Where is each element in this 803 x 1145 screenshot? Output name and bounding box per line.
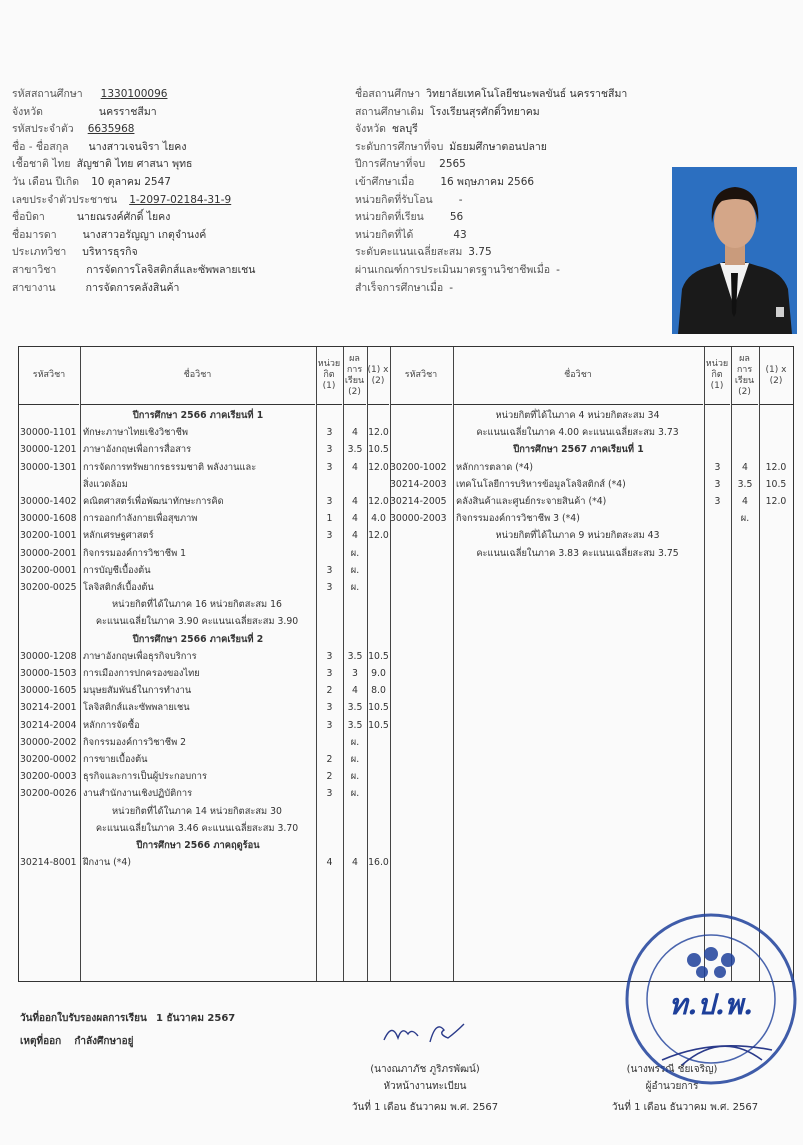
course-name: สิ่งแวดล้อม — [83, 478, 128, 490]
column-divider — [390, 347, 391, 981]
course-credit — [316, 545, 343, 562]
course-name: คณิตศาสตร์เพื่อพัฒนาทักษะการคิด — [83, 496, 224, 507]
semester-summary: หน่วยกิตที่ได้ในภาค 4 หน่วยกิตสะสม 34 — [495, 410, 660, 421]
label: จังหวัด — [355, 123, 386, 136]
header-credit-left: หน่วย กิต (1) — [316, 347, 342, 405]
label: จังหวัด — [12, 105, 43, 118]
director-name: (นางพรรณี ชัยเจริญ) — [626, 1064, 718, 1075]
value: สัญชาติ ไทย ศาสนา พุทธ — [76, 158, 193, 171]
reason-label: เหตุที่ออก — [20, 1036, 62, 1047]
course-points — [367, 545, 390, 562]
column-divider — [759, 347, 760, 981]
reason-value: กำลังศึกษาอยู่ — [74, 1036, 134, 1047]
semester-summary: คะแนนเฉลี่ยในภาค 3.90 คะแนนเฉลี่ยสะสม 3.90 — [95, 616, 299, 628]
course-code: 30000-2002 — [20, 736, 77, 748]
course-points: 12.0 — [765, 461, 787, 473]
course-code: 30000-2003 — [390, 513, 447, 525]
header-product-left: (1) x (2) — [367, 347, 389, 405]
course-grade: 4 — [352, 496, 358, 507]
course-points: 10.5 — [368, 719, 389, 731]
header-code-right: รหัสวิชา — [390, 347, 452, 405]
label: ชื่อมารดา — [12, 228, 57, 241]
official-seal — [622, 910, 800, 1088]
course-credit: 1 — [326, 513, 333, 525]
course-credit: 2 — [326, 754, 333, 765]
value: 10 ตุลาคม 2547 — [91, 175, 171, 188]
semester-summary: หน่วยกิตที่ได้ในภาค 16 หน่วยกิตสะสม 16 — [112, 599, 282, 611]
course-grade: ผ. — [350, 564, 360, 576]
header-grade-left: ผล การ เรียน (2) — [343, 347, 366, 405]
field-row — [12, 280, 255, 298]
value: 3.75 — [468, 246, 492, 259]
value: - — [556, 263, 560, 276]
course-code — [20, 476, 80, 493]
course-credit: 3 — [326, 788, 333, 800]
completed-row — [355, 280, 627, 298]
course-credit — [316, 734, 343, 751]
header-name-left: ชื่อวิชา — [80, 347, 315, 405]
course-name: ทักษะภาษาไทยเชิงวิชาชีพ — [83, 427, 189, 439]
label: วัน เดือน ปีเกิด — [12, 175, 80, 188]
semester-summary: หน่วยกิตที่ได้ในภาค 9 หน่วยกิตสะสม 43 — [495, 530, 660, 542]
value: นายณรงค์ศักดิ์ ไยคง — [76, 211, 171, 224]
course-name: คลังสินค้าและศูนย์กระจายสินค้า (*4) — [456, 496, 607, 507]
seal-text: ท.ป.พ. — [669, 988, 753, 1021]
label: สำเร็จการศึกษาเมื่อ — [355, 281, 444, 294]
previous-school-row — [355, 104, 627, 122]
course-code: 30200-1002 — [390, 461, 447, 473]
course-points: 10.5 — [765, 478, 787, 490]
column-divider — [704, 347, 705, 981]
value: - — [458, 193, 463, 206]
issue-label: วันที่ออกใบรับรองผลการเรียน — [20, 1013, 147, 1024]
course-grade: 3.5 — [347, 719, 363, 731]
value: มัธยมศึกษาตอนปลาย — [449, 140, 547, 153]
value: โรงเรียนสุรศักดิ์วิทยาคม — [430, 105, 540, 118]
student-photo — [672, 167, 797, 334]
course-credit: 3 — [326, 461, 333, 473]
course-name: การบัญชีเบื้องต้น — [83, 564, 151, 576]
course-grade: 4 — [352, 513, 358, 525]
course-name: กิจกรรมองค์การวิชาชีพ 2 — [83, 736, 187, 748]
course-code: 30214-2003 — [390, 478, 447, 490]
course-name: หลักเศรษฐศาสตร์ — [83, 530, 154, 542]
course-grade: 4 — [352, 427, 358, 439]
course-points: 10.5 — [368, 650, 389, 662]
course-name: การเมืองการปกครองของไทย — [83, 668, 200, 679]
course-grade: ผ. — [350, 547, 360, 559]
major-row — [12, 262, 255, 280]
course-grade: 4 — [742, 496, 748, 507]
semester-summary: คะแนนเฉลี่ยในภาค 3.46 คะแนนเฉลี่ยสะสม 3.70 — [95, 822, 299, 834]
course-grade: 3.5 — [347, 444, 363, 456]
course-credit: 3 — [326, 530, 333, 542]
label: ชื่อบิดา — [12, 211, 45, 224]
semester-summary: หน่วยกิตที่ได้ในภาค 14 หน่วยกิตสะสม 30 — [112, 805, 282, 817]
label: หน่วยกิตที่รับโอน — [355, 193, 433, 206]
standard-row — [355, 262, 627, 280]
course-credit: 3 — [714, 461, 721, 473]
value: ชลบุรี — [391, 123, 418, 136]
course-code: 30200-0002 — [20, 754, 77, 765]
label: ปีการศึกษาที่จบ — [355, 158, 426, 171]
course-grade: 3 — [352, 668, 358, 679]
value: 43 — [453, 228, 467, 241]
issue-value: 1 ธันวาคม 2567 — [156, 1013, 236, 1024]
course-code: 30000-1101 — [20, 427, 77, 439]
course-code: 30200-1001 — [20, 530, 77, 542]
label: ชื่อสถานศึกษา — [355, 88, 421, 100]
course-name: โลจิสติกส์และซัพพลายเชน — [83, 702, 190, 714]
course-grade — [343, 476, 367, 493]
course-name: การขายเบื้องต้น — [83, 754, 148, 765]
course-code: 30000-1208 — [20, 650, 77, 662]
program-type-row — [12, 244, 255, 262]
course-credit: 4 — [326, 857, 333, 869]
course-grade: ผ. — [350, 788, 360, 800]
course-code: 30200-0003 — [20, 771, 77, 783]
label: หน่วยกิตที่เรียน — [355, 211, 424, 224]
course-points — [367, 476, 390, 493]
label: ผ่านเกณฑ์การประเมินมาตรฐานวิชาชีพเมื่อ — [355, 263, 551, 276]
course-name: ธุรกิจและการเป็นผู้ประกอบการ — [83, 771, 207, 783]
course-credit: 3 — [326, 444, 333, 456]
semester-heading: ปีการศึกษา 2566 ภาคเรียนที่ 2 — [132, 633, 264, 645]
course-points: 12.0 — [368, 496, 389, 507]
course-name: งานสำนักงานเชิงปฏิบัติการ — [83, 788, 193, 800]
course-grade: 4 — [742, 461, 748, 473]
header-grade-right: ผล การ เรียน (2) — [731, 347, 758, 405]
semester-summary: คะแนนเฉลี่ยในภาค 4.00 คะแนนเฉลี่ยสะสม 3.73 — [476, 427, 679, 439]
course-credit: 3 — [714, 496, 721, 507]
prev-level-row — [355, 139, 627, 157]
label: สาขางาน — [12, 281, 56, 294]
label: สถานศึกษาเดิม — [355, 105, 425, 118]
course-grade: 3.5 — [737, 478, 753, 490]
course-code: 30000-1201 — [20, 444, 77, 456]
reason-line — [20, 1034, 134, 1049]
student-id-row — [12, 121, 255, 139]
course-grade: 4 — [352, 461, 358, 473]
registrar-date: วันที่ 1 เดือน ธันวาคม พ.ศ. 2567 — [351, 1102, 499, 1113]
course-name: หลักการจัดซื้อ — [83, 719, 140, 731]
value: 16 พฤษภาคม 2566 — [440, 175, 535, 188]
value: 1-2097-02184-31-9 — [129, 193, 232, 206]
course-name: มนุษยสัมพันธ์ในการทำงาน — [83, 685, 192, 697]
prev-province-row — [355, 121, 627, 139]
value: บริหารธุรกิจ — [82, 246, 138, 259]
father-row — [12, 209, 255, 227]
course-code: 30200-0001 — [20, 564, 77, 576]
course-points: 8.0 — [371, 685, 386, 697]
course-code: 30200-0025 — [20, 582, 77, 593]
course-code: 30000-1301 — [20, 461, 77, 473]
course-code: 30000-1605 — [20, 685, 77, 697]
course-name: การออกกำลังกายเพื่อสุขภาพ — [83, 513, 198, 525]
director-title: ผู้อำนวยการ — [645, 1081, 699, 1092]
course-points — [367, 734, 390, 751]
header-code-left: รหัสวิชา — [19, 347, 79, 405]
course-points: 12.0 — [368, 530, 389, 542]
gpa-row — [355, 244, 627, 262]
course-credit: 3 — [326, 668, 333, 679]
school-code-row — [12, 86, 255, 104]
course-credit: 3 — [714, 478, 721, 490]
name-row — [12, 139, 255, 157]
value: - — [449, 281, 454, 294]
course-name: กิจกรรมองค์การวิชาชีพ 3 (*4) — [456, 513, 580, 525]
course-credit — [316, 476, 343, 493]
course-credit — [704, 510, 731, 527]
course-points — [759, 510, 793, 527]
course-grade: 4 — [352, 685, 358, 697]
value: นางสาวเจนจิรา ไยคง — [88, 140, 187, 153]
label: ประเภทวิชา — [12, 246, 67, 259]
header-credit-right: หน่วย กิต (1) — [704, 347, 730, 405]
label: หน่วยกิตที่ได้ — [355, 228, 414, 241]
course-code: 30214-2005 — [390, 496, 447, 507]
grad-year-row — [355, 156, 627, 174]
course-credit: 3 — [326, 650, 333, 662]
registrar-title: หัวหน้างานทะเบียน — [383, 1081, 467, 1092]
value: 56 — [449, 211, 464, 224]
course-points: 10.5 — [368, 444, 389, 456]
mother-row — [12, 227, 255, 245]
course-name: ฝึกงาน (*4) — [83, 857, 131, 869]
label: ระดับคะแนนเฉลี่ยสะสม — [355, 246, 463, 259]
course-code: 30214-2004 — [20, 719, 77, 731]
course-points: 4.0 — [371, 513, 386, 525]
value: นครราชสีมา — [98, 105, 157, 118]
registrar-name: (นางณภาภัช ภูริภรพัฒน์) — [370, 1064, 480, 1075]
course-name: การจัดการทรัพยากรธรรมชาติ พลังงานและ — [83, 461, 257, 473]
course-points — [367, 768, 390, 785]
course-name: ภาษาอังกฤษเพื่อธุรกิจบริการ — [83, 650, 197, 662]
course-code: 30000-1402 — [20, 496, 77, 507]
value: การจัดการคลังสินค้า — [85, 281, 180, 294]
label: รหัสประจำตัว — [12, 123, 74, 136]
portrait-illustration — [672, 167, 797, 334]
entry-row — [355, 174, 627, 192]
course-points: 16.0 — [368, 857, 389, 869]
course-name: หลักการตลาด (*4) — [456, 461, 534, 473]
course-credit: 3 — [326, 564, 333, 576]
value: การจัดการโลจิสติกส์และซัพพลายเชน — [86, 263, 256, 276]
label: ระดับการศึกษาที่จบ — [355, 140, 444, 153]
value: วิทยาลัยเทคโนโลยีชนะพลขันธ์ นครราชสีมา — [426, 88, 628, 100]
course-points — [367, 579, 390, 596]
course-name: กิจกรรมองค์การวิชาชีพ 1 — [83, 547, 187, 559]
course-points: 12.0 — [368, 427, 389, 439]
course-points: 9.0 — [371, 668, 386, 679]
semester-heading: ปีการศึกษา 2566 ภาคเรียนที่ 1 — [132, 410, 264, 421]
label: สาขาวิชา — [12, 263, 57, 276]
course-credit: 2 — [326, 771, 333, 783]
course-points: 12.0 — [368, 461, 389, 473]
label: ชื่อ - ชื่อสกุล — [12, 140, 69, 153]
course-points: 10.5 — [368, 702, 389, 714]
label: เชื้อชาติ ไทย — [12, 158, 71, 171]
course-grade: ผ. — [350, 736, 360, 748]
province-row — [12, 104, 255, 122]
transfer-row — [355, 192, 627, 210]
course-name: โลจิสติกส์เบื้องต้น — [83, 582, 154, 593]
value: 1330100096 — [100, 88, 168, 100]
course-code: 30000-2001 — [20, 547, 77, 559]
student-info — [12, 86, 255, 297]
column-divider — [80, 347, 81, 981]
course-code: 30214-8001 — [20, 857, 77, 869]
course-grade: ผ. — [350, 754, 360, 765]
semester-heading: ปีการศึกษา 2567 ภาคเรียนที่ 1 — [513, 444, 644, 456]
issue-date-line — [20, 1011, 235, 1026]
value: นางสาวอรัญญา เกตุจำนงค์ — [82, 228, 207, 241]
value: 2565 — [439, 158, 466, 171]
citizen-id-row — [12, 192, 255, 210]
course-points — [367, 562, 390, 579]
course-code: 30000-1503 — [20, 668, 77, 679]
header-name-right: ชื่อวิชา — [453, 347, 703, 405]
course-credit: 3 — [326, 582, 333, 593]
course-points: 12.0 — [765, 496, 787, 507]
semester-heading: ปีการศึกษา 2566 ภาคฤดูร้อน — [136, 840, 260, 851]
grades-table — [18, 346, 794, 982]
birth-row — [12, 174, 255, 192]
course-credit: 3 — [326, 496, 333, 507]
registrar-signature — [378, 1012, 473, 1052]
ethnicity-row — [12, 156, 255, 174]
school-info — [355, 86, 627, 297]
course-grade: 4 — [352, 530, 358, 542]
course-name: เทคโนโลยีการบริหารข้อมูลโลจิสติกส์ (*4) — [456, 478, 626, 490]
course-points — [367, 751, 390, 768]
course-grade: 3.5 — [347, 650, 363, 662]
course-code: 30200-0026 — [20, 788, 77, 800]
course-credit: 3 — [326, 719, 333, 731]
column-divider — [731, 347, 732, 981]
label: เข้าศึกษาเมื่อ — [355, 175, 415, 188]
label: รหัสสถานศึกษา — [12, 88, 83, 100]
course-grade: 3.5 — [347, 702, 363, 714]
course-credit: 3 — [326, 702, 333, 714]
course-credit: 2 — [326, 685, 333, 697]
course-credit: 3 — [326, 427, 333, 439]
earned-row — [355, 227, 627, 245]
course-grade: ผ. — [350, 771, 360, 783]
course-grade: ผ. — [740, 513, 750, 525]
course-grade: ผ. — [350, 582, 360, 593]
course-grade: 4 — [352, 857, 358, 869]
header-product-right: (1) x (2) — [759, 347, 793, 405]
course-code: 30214-2001 — [20, 702, 77, 714]
director-date: วันที่ 1 เดือน ธันวาคม พ.ศ. 2567 — [611, 1102, 759, 1113]
value: 6635968 — [87, 123, 135, 136]
school-name-row — [355, 86, 627, 104]
course-name: ภาษาอังกฤษเพื่อการสื่อสาร — [83, 444, 192, 456]
label: เลขประจำตัวประชาชน — [12, 193, 118, 206]
course-code: 30000-1608 — [20, 513, 77, 525]
studied-row — [355, 209, 627, 227]
semester-summary: คะแนนเฉลี่ยในภาค 3.83 คะแนนเฉลี่ยสะสม 3.75 — [476, 547, 679, 559]
course-points — [367, 785, 390, 802]
